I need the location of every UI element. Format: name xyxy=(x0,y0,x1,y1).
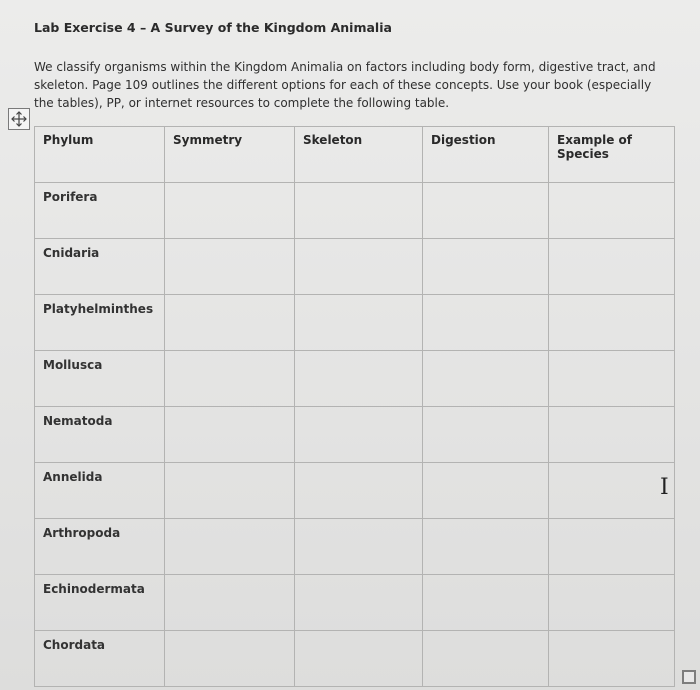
phylum-cell[interactable]: Chordata xyxy=(35,631,165,687)
phylum-cell[interactable]: Annelida xyxy=(35,463,165,519)
symmetry-cell[interactable] xyxy=(165,631,295,687)
table-row xyxy=(35,407,675,463)
table-row xyxy=(35,519,675,575)
digestion-cell[interactable] xyxy=(423,351,549,407)
intro-paragraph[interactable]: We classify organisms within the Kingdom Animalia on factors including body form, digestive tract, and skeleton. Page 109 outlines the different options for each of these concepts. Use your book (especially the tables), PP, or internet resources to complete the following table. xyxy=(34,60,656,110)
phylum-cell[interactable]: Echinodermata xyxy=(35,575,165,631)
phylum-cell[interactable]: Nematoda xyxy=(35,407,165,463)
example-cell[interactable] xyxy=(549,351,675,407)
skeleton-cell[interactable] xyxy=(295,463,423,519)
skeleton-cell[interactable] xyxy=(295,407,423,463)
skeleton-cell[interactable] xyxy=(295,295,423,351)
skeleton-cell[interactable] xyxy=(295,519,423,575)
header-skeleton[interactable]: Skeleton xyxy=(295,127,423,183)
digestion-cell[interactable] xyxy=(423,183,549,239)
phylum-cell[interactable]: Mollusca xyxy=(35,351,165,407)
header-example-of-species[interactable]: Example of Species xyxy=(549,127,675,183)
example-cell[interactable] xyxy=(549,183,675,239)
symmetry-cell[interactable] xyxy=(165,239,295,295)
symmetry-cell[interactable] xyxy=(165,519,295,575)
table-row xyxy=(35,575,675,631)
phylum-cell[interactable]: Platyhelminthes xyxy=(35,295,165,351)
table-row xyxy=(35,351,675,407)
phylum-table xyxy=(34,126,675,687)
symmetry-cell[interactable] xyxy=(165,183,295,239)
symmetry-cell[interactable] xyxy=(165,351,295,407)
skeleton-cell[interactable] xyxy=(295,351,423,407)
header-symmetry[interactable]: Symmetry xyxy=(165,127,295,183)
move-arrows-icon xyxy=(11,111,27,127)
header-phylum[interactable]: Phylum xyxy=(35,127,165,183)
header-digestion[interactable]: Digestion xyxy=(423,127,549,183)
table-resize-icon[interactable] xyxy=(682,670,696,684)
symmetry-cell[interactable] xyxy=(165,463,295,519)
example-cell[interactable] xyxy=(549,239,675,295)
digestion-cell[interactable] xyxy=(423,239,549,295)
example-cell[interactable] xyxy=(549,631,675,687)
table-row xyxy=(35,183,675,239)
digestion-cell[interactable] xyxy=(423,295,549,351)
document-title: Lab Exercise 4 – A Survey of the Kingdom Animalia xyxy=(34,20,392,35)
table-move-handle[interactable] xyxy=(8,108,30,130)
example-cell[interactable] xyxy=(549,575,675,631)
digestion-cell[interactable] xyxy=(423,575,549,631)
example-cell[interactable] xyxy=(549,519,675,575)
example-cell[interactable] xyxy=(549,463,675,519)
skeleton-cell[interactable] xyxy=(295,239,423,295)
table-header-row xyxy=(35,127,675,183)
table-row xyxy=(35,631,675,687)
example-cell[interactable] xyxy=(549,295,675,351)
digestion-cell[interactable] xyxy=(423,407,549,463)
skeleton-cell[interactable] xyxy=(295,575,423,631)
table-row xyxy=(35,239,675,295)
symmetry-cell[interactable] xyxy=(165,295,295,351)
phylum-cell[interactable]: Porifera xyxy=(35,183,165,239)
symmetry-cell[interactable] xyxy=(165,407,295,463)
digestion-cell[interactable] xyxy=(423,463,549,519)
digestion-cell[interactable] xyxy=(423,631,549,687)
phylum-cell[interactable]: Arthropoda xyxy=(35,519,165,575)
skeleton-cell[interactable] xyxy=(295,183,423,239)
phylum-cell[interactable]: Cnidaria xyxy=(35,239,165,295)
table-row xyxy=(35,463,675,519)
table-row xyxy=(35,295,675,351)
skeleton-cell[interactable] xyxy=(295,631,423,687)
example-cell[interactable] xyxy=(549,407,675,463)
digestion-cell[interactable] xyxy=(423,519,549,575)
text-cursor-icon: I xyxy=(660,475,669,500)
symmetry-cell[interactable] xyxy=(165,575,295,631)
